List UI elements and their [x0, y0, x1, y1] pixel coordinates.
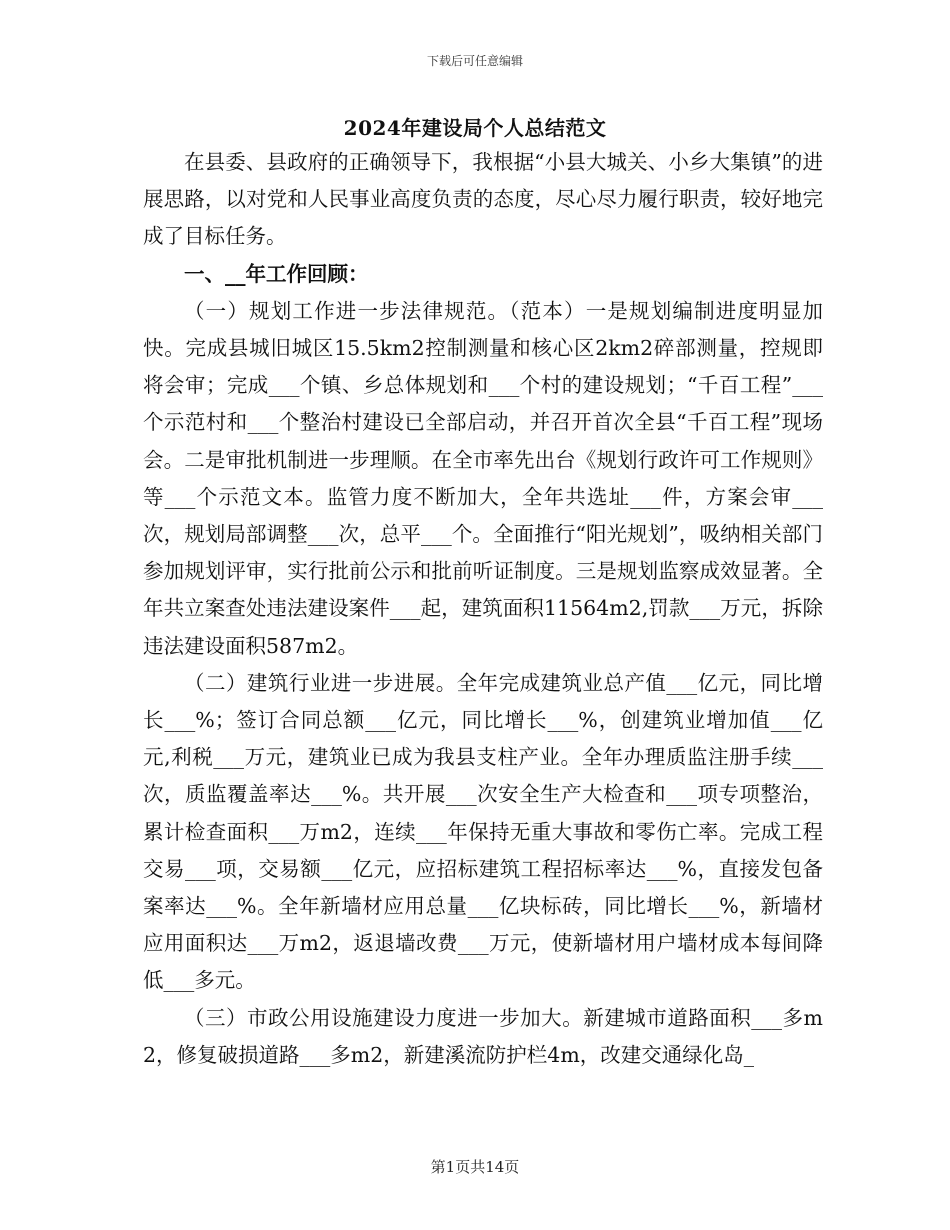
paragraph-construction: （二）建筑行业进一步进展。全年完成建筑业总产值___亿元，同比增长___%；签订合同总额___亿元，同比增长___%，创建筑业增加值___亿元,利税___万元，建筑业已成为我县支柱产业。全年办理质监注册手续___次，质监覆盖率达___%。共开展___次安全生产大检查和___项专项整治，累计检查面积___万m2，连续___年保持无重大事故和零伤亡率。完成工程交易___项，交易额___亿元，应招标建筑工程招标率达___%，直接发包备案率达___%。全年新墙材应用总量___亿块标砖，同比增长___%，新墙材应用面积达___万m2，返退墙改费___万元，使新墙材用户墙材成本每间降低___多元。: [143, 670, 823, 993]
paragraph-intro: 在县委、县政府的正确领导下，我根据“小县大城关、小乡大集镇”的进展思路，以对党和人民事业高度负责的态度，尽心尽力履行职责，较好地完成了目标任务。: [143, 150, 823, 249]
document-body: [143, 144, 823, 1074]
page-indicator: 第1页共14页: [430, 1158, 520, 1176]
paragraph-planning: （一）规划工作进一步法律规范。（范本）一是规划编制进度明显加快。完成县城旧城区15.5km2控制测量和核心区2km2碎部测量，控规即将会审；完成___个镇、乡总体规划和___个村的建设规划；“千百工程”___个示范村和___个整治村建设已全部启动，并召开首次全县“千百工程”现场会。二是审批机制进一步理顺。在全市率先出台《规划行政许可工作规则》等___个示范文本。监管力度不断加大，全年共选址___件，方案会审___次，规划局部调整___次，总平___个。全面推行“阳光规划”，吸纳相关部门参加规划评审，实行批前公示和批前听证制度。三是规划监察成效显著。全年共立案查处违法建设案件___起，建筑面积11564m2,罚款___万元，拆除违法建设面积587m2。: [143, 298, 823, 658]
document-title: 2024年建设局个人总结范文: [343, 116, 607, 140]
section-heading: 一、__年工作回顾：: [184, 261, 369, 286]
header-note: 下载后可任意编辑: [426, 54, 523, 68]
paragraph-municipal: （三）市政公用设施建设力度进一步加大。新建城市道路面积___多m2，修复破损道路___多m2，新建溪流防护栏4m，改建交通绿化岛_: [143, 1005, 823, 1067]
